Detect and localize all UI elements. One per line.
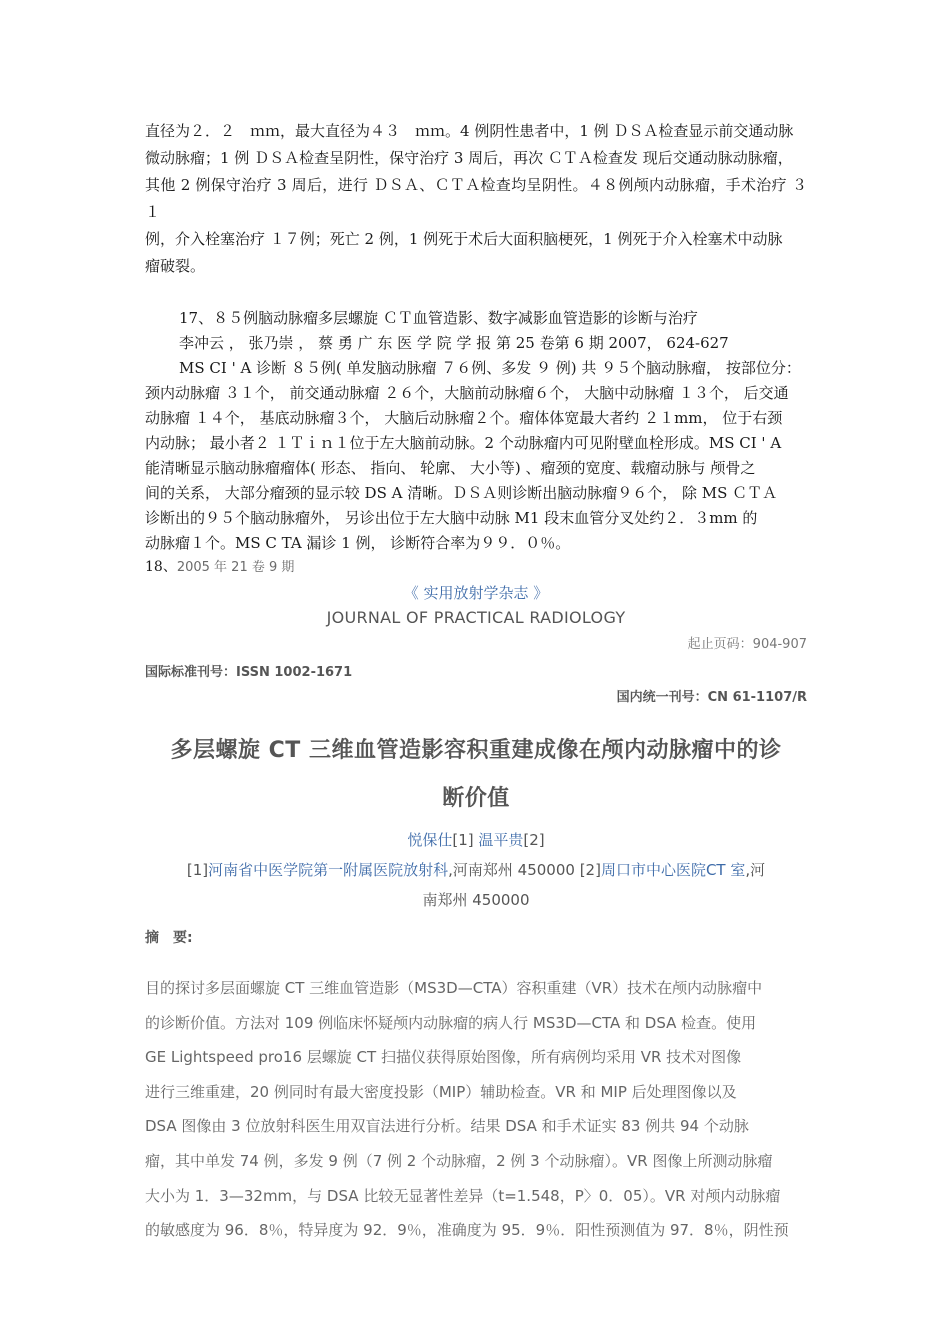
item-17-citation: 李冲云 ， 张乃崇 ， 蔡 勇 广 东 医 学 院 学 报 第 25 卷第 6 期 2007， 624-627 [179, 334, 729, 352]
item-17 [145, 306, 807, 556]
abstract-line: GE Lightspeed pro16 层螺旋 CT 扫描仪获得原始图像，所有病例均采用 VR 技术对图像 [145, 1048, 742, 1067]
text-line: 动脉瘤 １４个， 基底动脉瘤３个， 大脑后动脉瘤２个。瘤体体宽最大者约 ２１mm， 位于右颈 [145, 409, 783, 427]
cn-label: 国内统一刊号：CN 61-1107/R [616, 690, 807, 705]
issn-label: 国际标准刊号：ISSN 1002-1671 [145, 665, 353, 680]
author-link[interactable]: 悦保仕 [407, 831, 453, 849]
affiliation-link[interactable]: 周口市中心医院 [600, 861, 706, 879]
title-line: 多层螺旋 CT 三维血管造影容积重建成像在颅内动脉瘤中的诊 [170, 738, 782, 763]
text-line: 直径为２．２ ｍｍ，最大直径为４３ ｍｍ。4 例阴性患者中，1 例 ＤＳＡ检查显示前交通动脉 [145, 122, 794, 140]
author-list [145, 827, 807, 853]
text-line: 瘤破裂。 [145, 257, 206, 275]
abstract-line: 的诊断价值。方法对 109 例临床怀疑颅内动脉瘤的病人行 MS3D—CTA 和 DSA 检查。使用 [145, 1013, 757, 1032]
abstract-line: 目的探讨多层面螺旋 CT 三维血管造影（MS3D—CTA）容积重建（VR）技术在颅内动脉瘤中 [145, 979, 763, 997]
text-line: 其他 2 例保守治疗 3 周后，进行 ＤＳＡ、ＣＴＡ检查均呈阴性。４８例颅内动脉瘤，手术治疗 ３１ [145, 176, 807, 221]
text-line: 动脉瘤１个。MS C TA 漏诊 1 例， 诊断符合率为９９．０％。 [145, 534, 571, 552]
abstract-heading: 摘 要: [145, 930, 193, 946]
text-line: 间的关系， 大部分瘤颈的显示较 DS A 清晰。ＤＳＡ则诊断出脑动脉瘤９６个， 除 MS ＣＴＡ [145, 484, 778, 502]
paragraph-top [145, 118, 807, 280]
item-17-body [145, 356, 807, 556]
affiliation-link[interactable]: CT 室 [705, 861, 746, 879]
item-18-number: 18、 [145, 559, 177, 575]
text-line: MS CI ' A 诊断 ８５例( 单发脑动脉瘤 ７６例、多发 ９ 例) 共 ９５个脑动脉瘤， 按部位分： [179, 359, 801, 377]
item-18-header [145, 556, 807, 579]
page-range: 起止页码：904-907 [687, 637, 807, 652]
abstract-line: 的敏感度为 96．8％，特异度为 92．9％，准确度为 95．9％．阳性预测值为 97．8％，阴性预 [145, 1221, 789, 1240]
author-ref: [2] [523, 831, 545, 849]
text-line: 微动脉瘤；1 例 ＤＳＡ检查呈阴性，保守治疗 3 周后，再次 ＣＴＡ检查发 现后交通动脉动脉瘤， [145, 149, 793, 167]
affiliations: [1]河南省中医学院第一附属医院放射科,河南郑州 450000 [2]周口市中心医院CT 室,河 南郑州 450000 [186, 861, 766, 909]
author-ref: [1] [452, 831, 474, 849]
title-line: 断价值 [442, 786, 510, 811]
abstract-line: 进行三维重建，20 例同时有最大密度投影（MIP）辅助检查。VR 和 MIP 后处理图像以及 [145, 1082, 737, 1101]
item-17-title: 17、８５例脑动脉瘤多层螺旋 ＣＴ血管造影、数字减影血管造影的诊断与治疗 [179, 309, 698, 327]
abstract-line: 瘤，其中单发 74 例，多发 9 例（7 例 2 个动脉瘤，2 例 3 个动脉瘤）。VR 图像上所测动脉瘤 [145, 1151, 773, 1170]
issue-info: 2005 年 21 卷 9 期 [176, 560, 295, 575]
abstract-line: DSA 图像由 3 位放射科医生用双盲法进行分析。结果 DSA 和手术证实 83 例共 94 个动脉 [145, 1117, 749, 1136]
affiliation-link[interactable]: 河南省中医学院第一附属医院放射科 [208, 861, 449, 879]
text-line: 能清晰显示脑动脉瘤瘤体( 形态、 指向、 轮廓、 大小等) 、瘤颈的宽度、载瘤动脉与 颅骨之 [145, 459, 756, 477]
text-line: 颈内动脉瘤 ３１个， 前交通动脉瘤 ２６个，大脑前动脉瘤６个， 大脑中动脉瘤 １３个， 后交通 [145, 384, 789, 402]
text-line: 诊断出的９５个脑动脉瘤外， 另诊出位于左大脑中动脉 M1 段末血管分叉处约２．３mm 的 [145, 509, 758, 527]
article-title [145, 727, 807, 823]
document-page [145, 118, 807, 1248]
abstract-line: 大小为 1．3—32mm，与 DSA 比较无显著性差异（t=1.548，P〉0．05）。VR 对颅内动脉瘤 [145, 1186, 781, 1205]
text-line: 内动脉； 最小者２ １Ｔｉｎ１位于左大脑前动脉。2 个动脉瘤内可见附壁血栓形成。MS CI ' A [145, 434, 782, 452]
text-line: 例，介入栓塞治疗 １７例；死亡 2 例，1 例死于术后大面积脑梗死，1 例死于介入栓塞术中动脉 [145, 230, 783, 248]
journal-name-cn[interactable]: 《 实用放射学杂志 》 [403, 584, 549, 602]
abstract-body [145, 971, 807, 1248]
author-link[interactable]: 温平贵 [478, 831, 524, 849]
journal-name-en: JOURNAL OF PRACTICAL RADIOLOGY [326, 608, 626, 627]
